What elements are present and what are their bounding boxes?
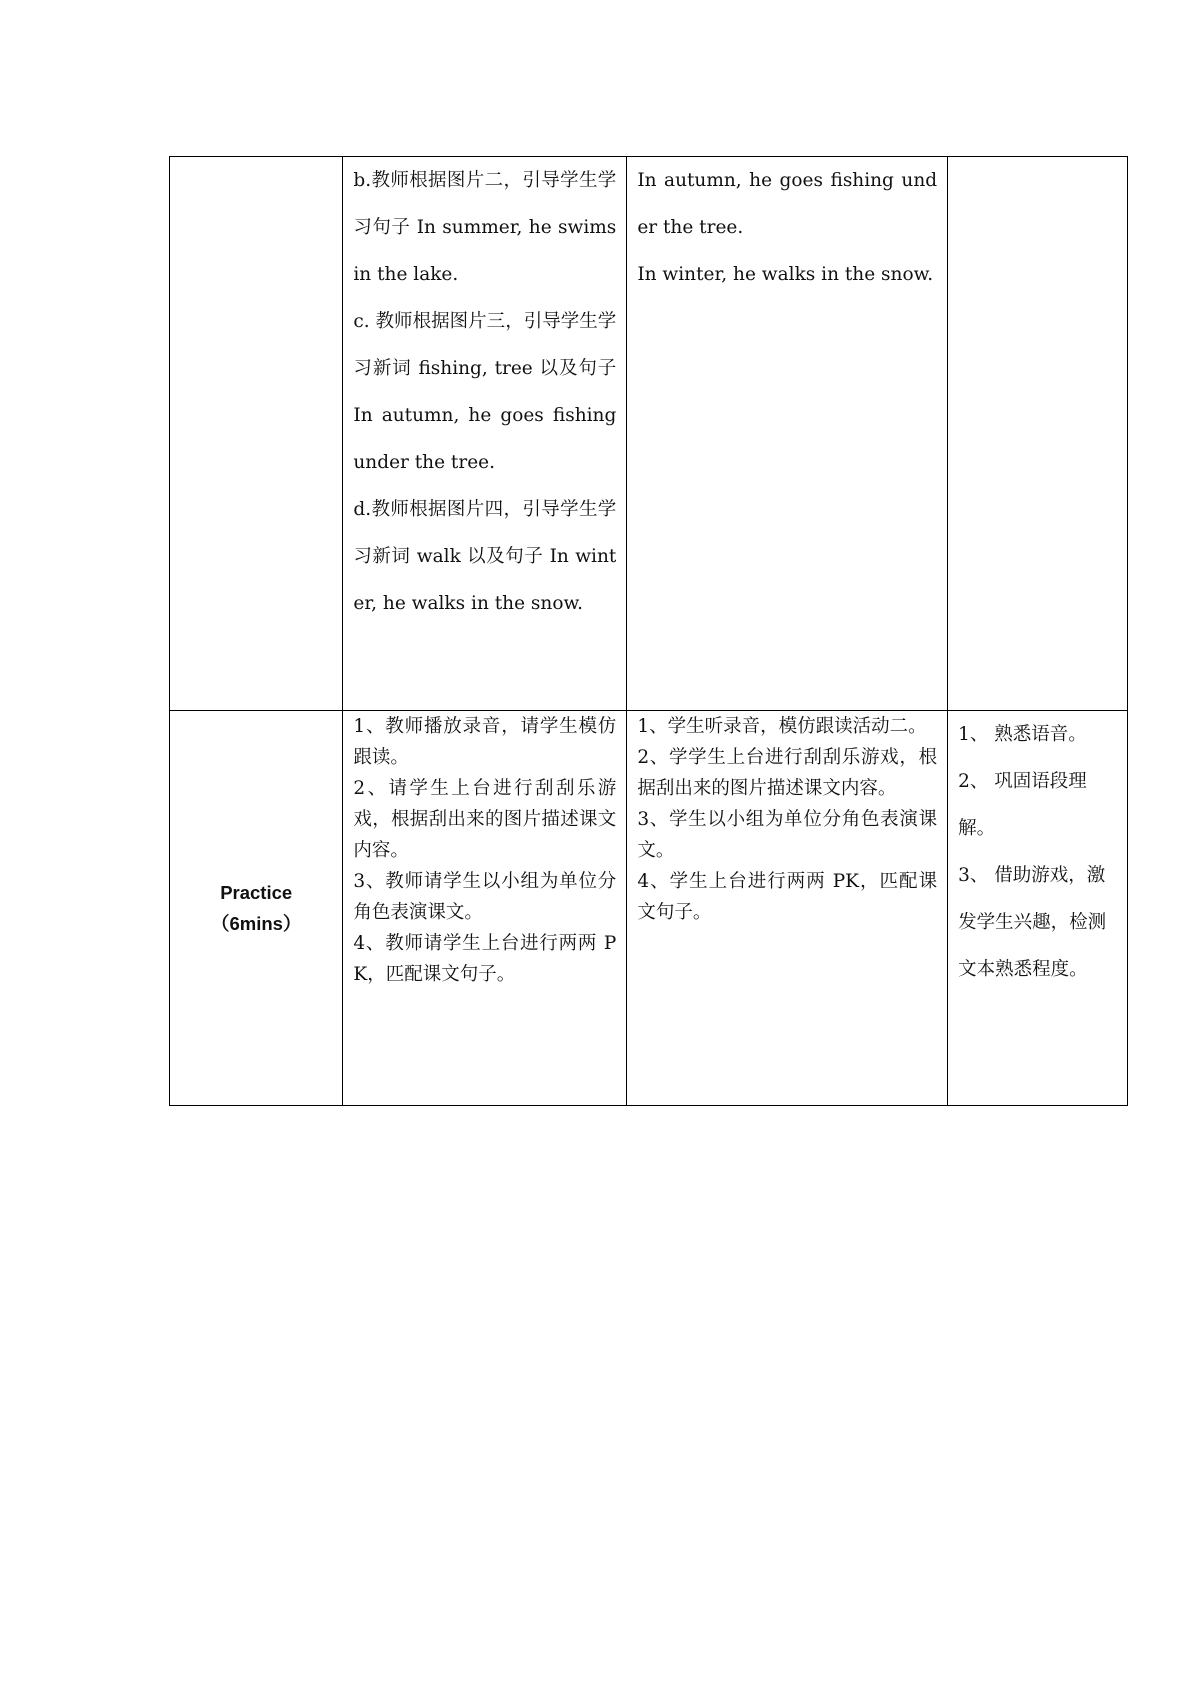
student-activity-item: 3、学生以小组为单位分角色表演课文。 (637, 809, 938, 861)
teacher-activity-item: d.教师根据图片四，引导学生学习新词 walk 以及句子 In winter, he walks in the snow. (353, 499, 617, 614)
purpose-cell (948, 711, 1128, 1106)
student-activity-item: 2、学学生上台进行刮刮乐游戏，根据刮出来的图片描述课文内容。 (637, 747, 938, 799)
purpose-item: 3、 借助游戏，激发学生兴趣，检测文本熟悉程度。 (958, 865, 1107, 980)
teacher-activity-item: 4、教师请学生上台进行两两 PK，匹配课文句子。 (353, 933, 617, 985)
purpose-item: 2、 巩固语段理解。 (958, 771, 1087, 839)
student-activity-item: 4、学生上台进行两两 PK，匹配课文句子。 (637, 871, 938, 923)
stage-cell (170, 711, 343, 1106)
student-activity-item: In autumn, he goes fishing under the tree. (637, 170, 938, 238)
purpose-cell (948, 157, 1128, 711)
student-activity-cell (627, 711, 948, 1106)
stage-cell (170, 157, 343, 711)
purpose-item: 1、 熟悉语音。 (958, 724, 1087, 745)
teacher-activity-item: 3、教师请学生以小组为单位分角色表演课文。 (353, 871, 617, 923)
student-activity-item: In winter, he walks in the snow. (637, 264, 934, 285)
teacher-activity-item: b.教师根据图片二，引导学生学习句子 In summer, he swims in the lake. (353, 170, 617, 285)
teacher-activity-cell (343, 711, 627, 1106)
lesson-plan-table (169, 156, 1128, 1106)
teacher-activity-item: c. 教师根据图片三，引导学生学习新词 fishing, tree 以及句子 In autumn, he goes fishing under the tree. (353, 311, 617, 473)
student-activity-cell (627, 157, 948, 711)
teacher-activity-item: 1、教师播放录音，请学生模仿跟读。 (353, 716, 617, 768)
stage-time: （6mins） (210, 913, 302, 934)
student-activity-item: 1、学生听录音，模仿跟读活动二。 (637, 716, 927, 737)
stage-name: Practice (220, 882, 293, 903)
teacher-activity-item: 2、请学生上台进行刮刮乐游戏，根据刮出来的图片描述课文内容。 (353, 778, 617, 861)
table-row (170, 157, 1128, 711)
table-row (170, 711, 1128, 1106)
teacher-activity-cell (343, 157, 627, 711)
